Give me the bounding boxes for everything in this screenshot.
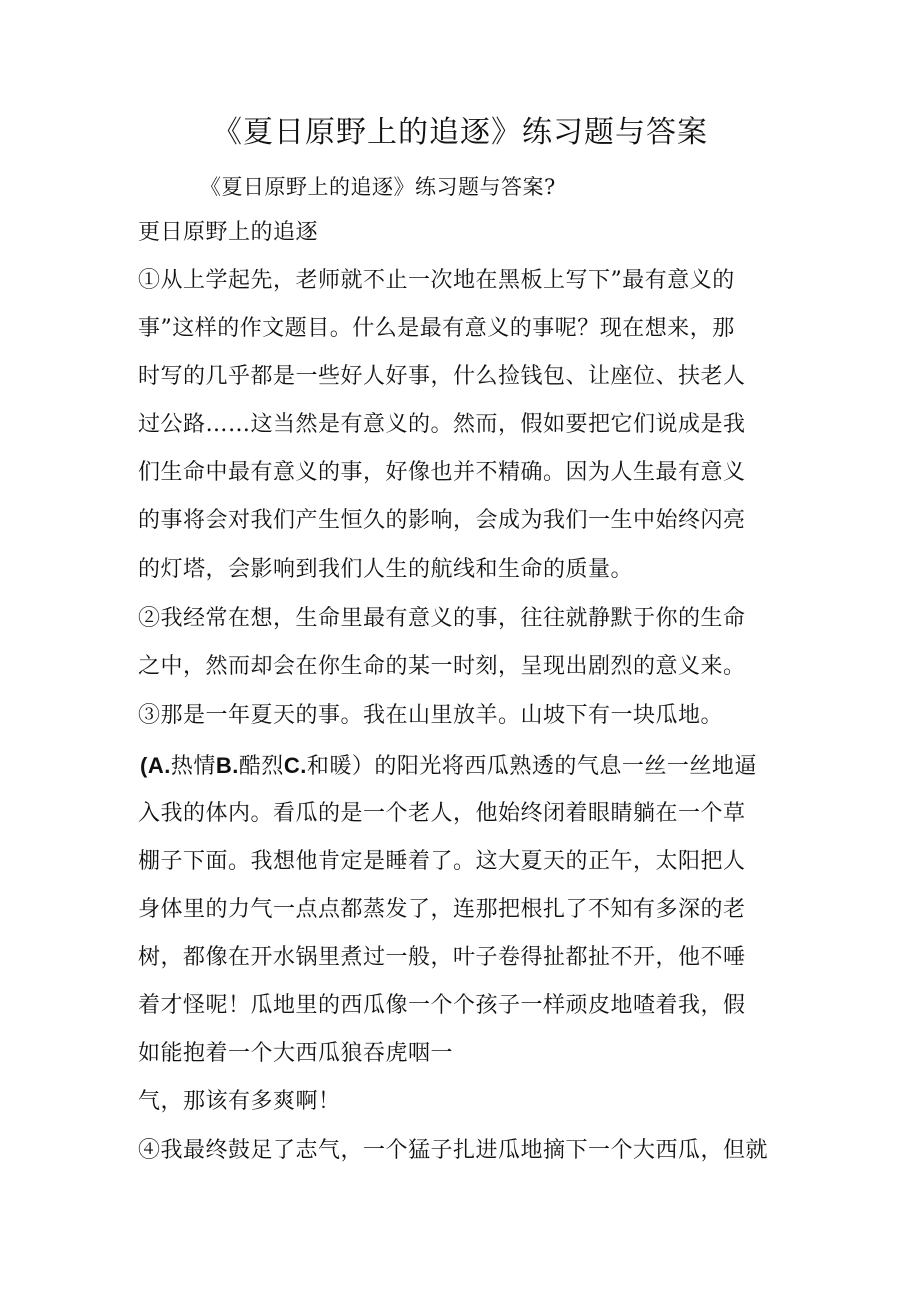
option-c-letter: C. — [283, 753, 307, 778]
paragraph-line: 身体里的力气一点点都蒸发了，连那把根扎了不知有多深的老 — [138, 897, 746, 922]
paragraph-line: 的灯塔，会影响到我们人生的航线和生命的质量。 — [138, 557, 634, 582]
option-c-text: 和暖 — [306, 754, 352, 779]
paragraph-line: 棚子下面。我想他肯定是睡着了。这大夏天的正午，太阳把人 — [138, 849, 746, 874]
options-line — [140, 751, 757, 781]
option-b-text: 酷烈 — [238, 754, 284, 779]
paragraph-line: 之中，然而却会在你生命的某一时刻，呈现出剧烈的意义来。 — [138, 654, 746, 679]
paragraph-line: 的事将会对我们产生恒久的影响，会成为我们一生中始终闪亮 — [138, 508, 746, 533]
options-open-paren: ( — [140, 753, 148, 778]
section-heading: 更日原野上的追逐 — [138, 220, 319, 245]
paragraph-line: ②我经常在想，生命里最有意义的事，往往就静默于你的生命 — [138, 606, 746, 631]
paragraph-line: 气，那该有多爽啊！ — [138, 1089, 341, 1114]
document-title: 《夏日原野上的追逐》练习题与答案 — [212, 115, 708, 150]
paragraph-line: 如能抱着一个大西瓜狼吞虎咽一 — [138, 1041, 454, 1066]
document-subtitle: 《夏日原野上的追逐》练习题与答案? — [200, 175, 556, 199]
option-a-text: 热情 — [170, 754, 216, 779]
option-b-letter: B. — [215, 753, 239, 778]
paragraph-line: 过公路……这当然是有意义的。然而，假如要把它们说成是我 — [138, 412, 746, 437]
paragraph-line: ①从上学起先，老师就不止一次地在黑板上写下”最有意义的 — [138, 268, 735, 293]
paragraph-line: 树，都像在开水锅里煮过一般，叶子卷得扯都扯不开，他不唾 — [138, 945, 746, 970]
paragraph-line: 们生命中最有意义的事，好像也并不精确。因为人生最有意义 — [138, 460, 746, 485]
option-a-letter: A. — [147, 753, 171, 778]
paragraph-line: 时写的几乎都是一些好人好事，什么捡钱包、让座位、扶老人 — [138, 364, 746, 389]
paragraph-line: 着才怪呢！瓜地里的西瓜像一个个孩子一样顽皮地喳着我，假 — [138, 993, 746, 1018]
paragraph-line: 入我的体内。看瓜的是一个老人，他始终闭着眼睛躺在一个草 — [138, 801, 746, 826]
options-rest-text: ）的阳光将西瓜熟透的气息一丝一丝地逼 — [351, 754, 757, 779]
paragraph-line: 事”这样的作文题目。什么是最有意义的事呢？现在想来，那 — [138, 316, 735, 341]
paragraph-line: ③那是一年夏天的事。我在山里放羊。山坡下有一块瓜地。 — [138, 703, 724, 728]
paragraph-line: ④我最终鼓足了志气，一个猛子扎进瓜地摘下一个大西瓜，但就 — [138, 1138, 769, 1163]
